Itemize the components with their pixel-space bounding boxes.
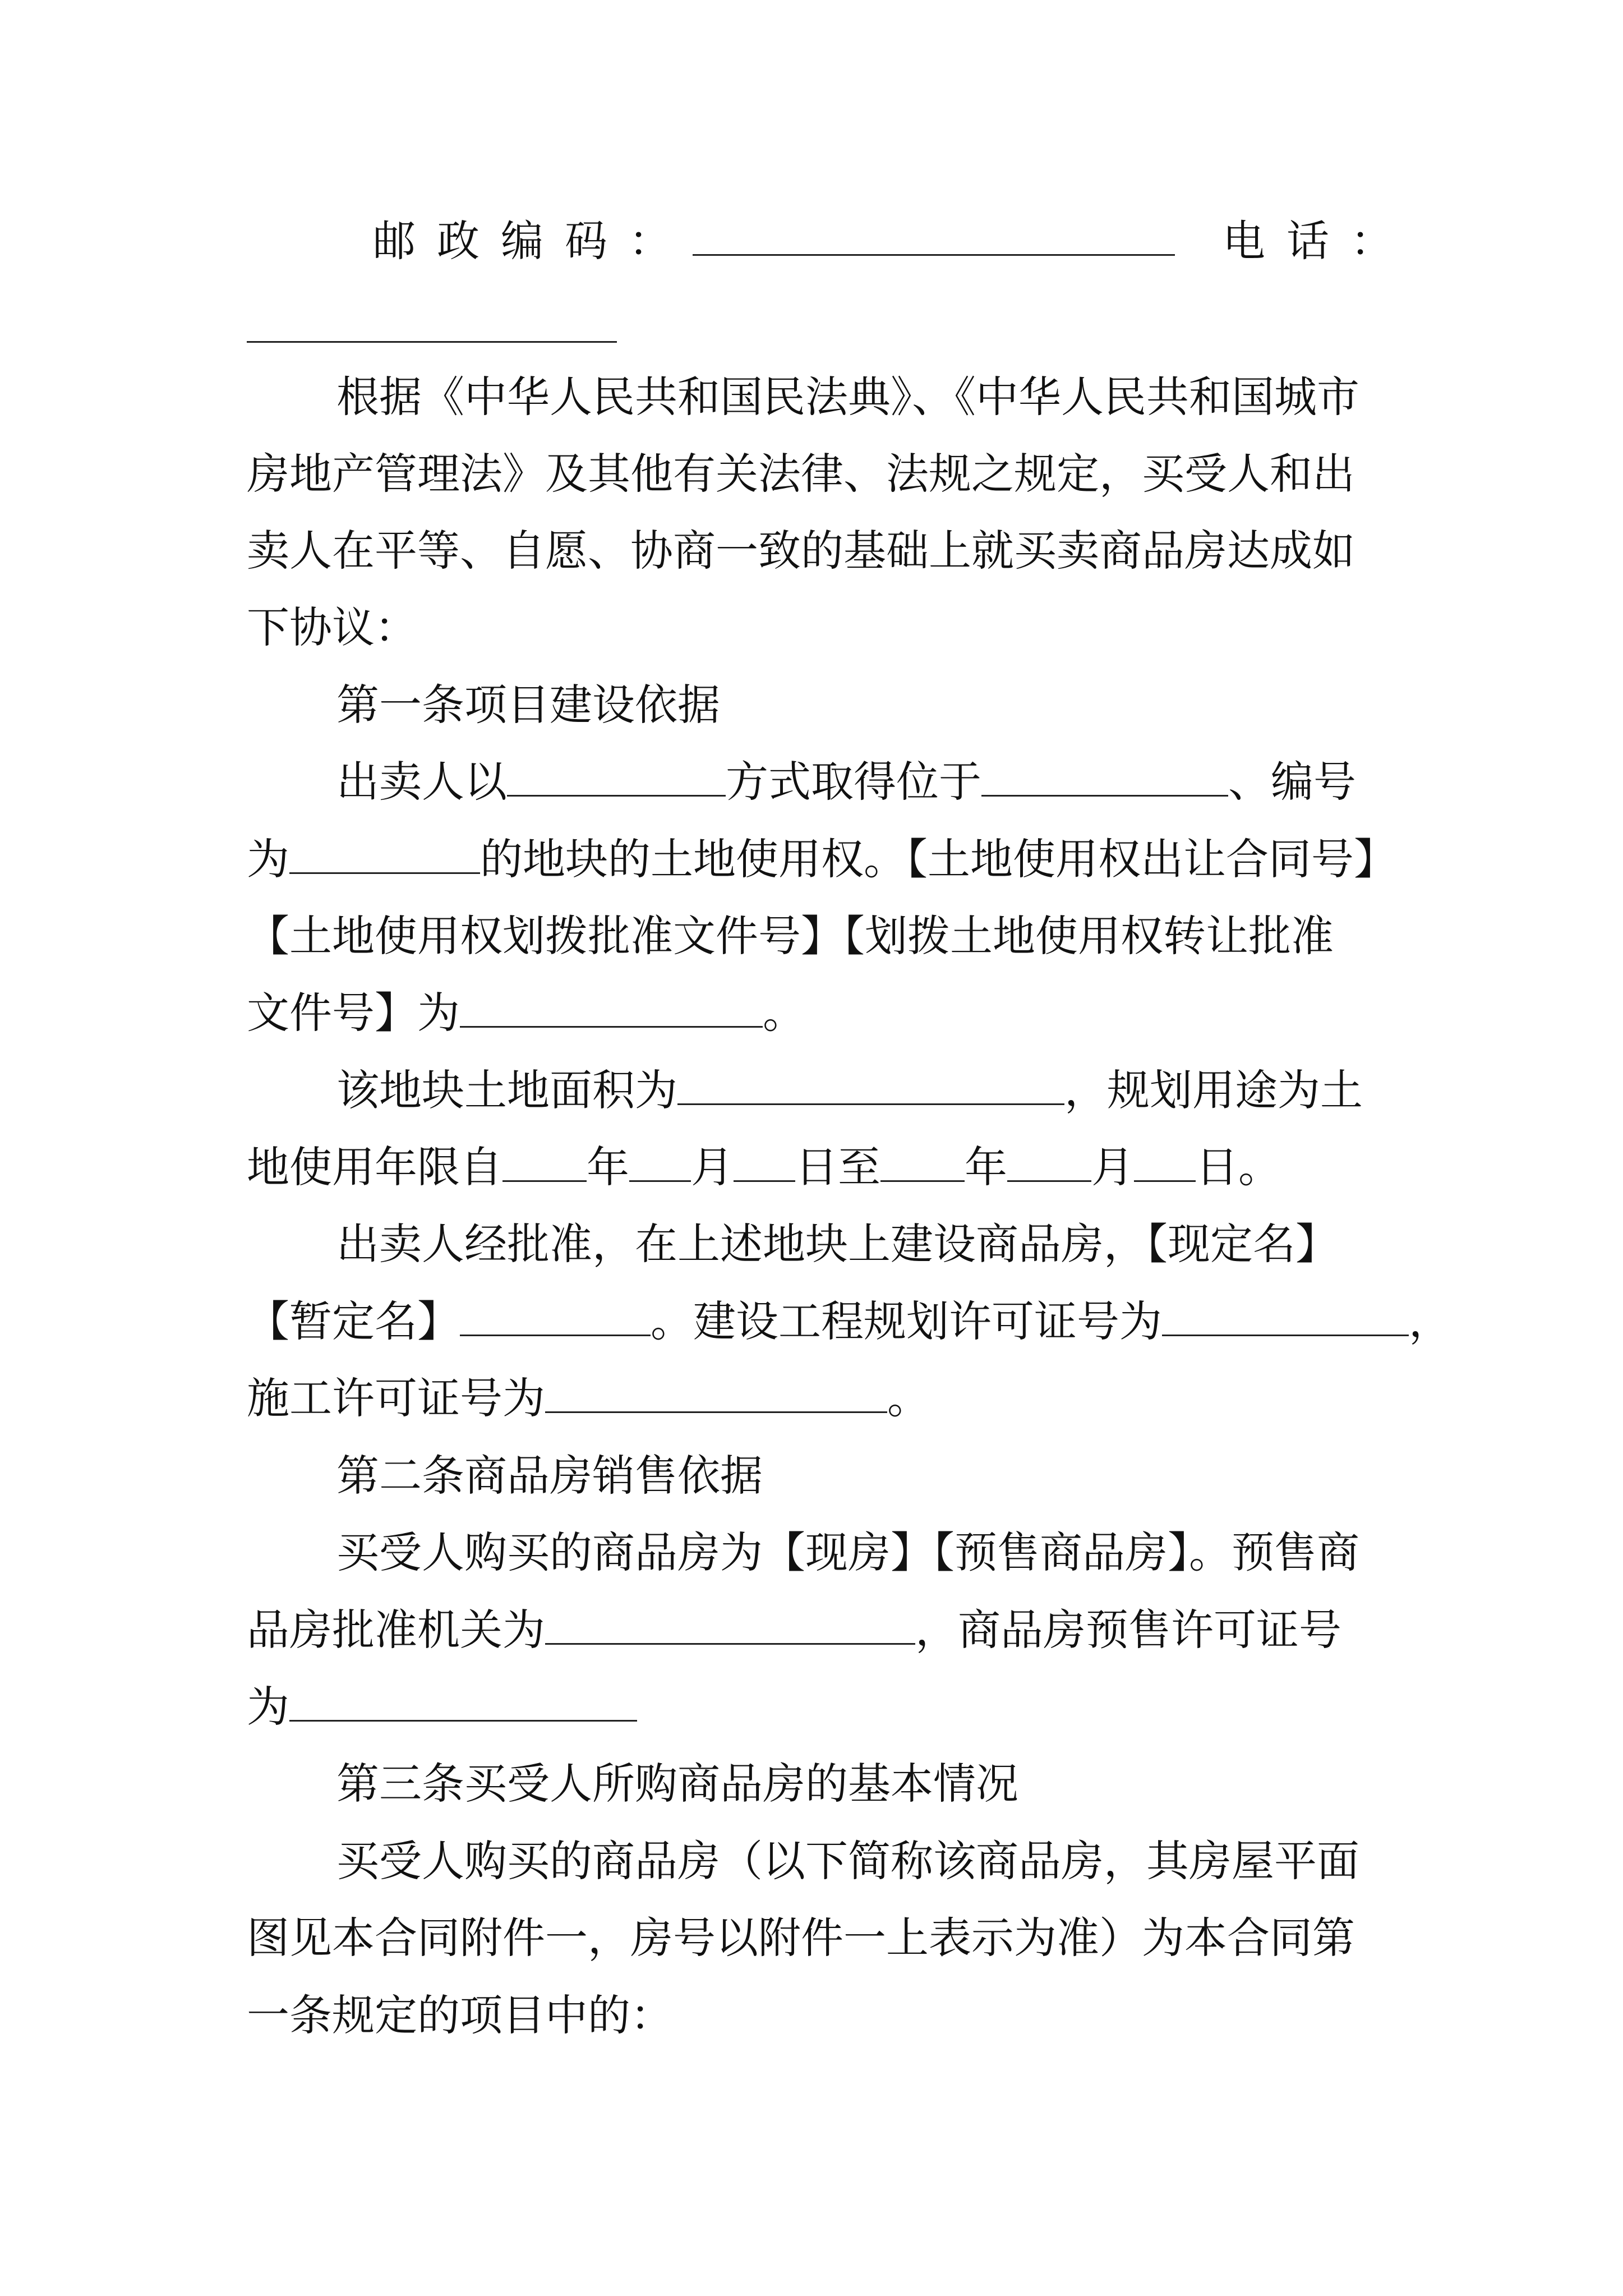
text: 施工许可证号为 (247, 1373, 545, 1423)
preamble-line-3: 卖人在平等、自愿、协商一致的基础上就买卖商品房达成如 (247, 526, 1355, 576)
approval-authority-field[interactable] (545, 1604, 915, 1645)
article-1-p1-line-1 (336, 754, 1356, 810)
acquire-method-field[interactable] (507, 756, 726, 797)
text: 方式取得位于 (726, 757, 981, 807)
end-year-field[interactable] (880, 1141, 965, 1182)
postal-code-line (373, 213, 1175, 269)
phone-line (247, 300, 617, 356)
article-3-line-2: 图见本合同附件一，房号以附件一上表示为准）为本合同第 (247, 1913, 1355, 1963)
preamble-line-2: 房地产管理法》及其他有关法律、法规之规定，买受人和出 (247, 449, 1355, 499)
article-2-line-1: 买受人购买的商品房为【现房】【预售商品房】。预售商 (336, 1527, 1359, 1577)
text: 为 (247, 1682, 289, 1732)
text: 月 (1091, 1142, 1134, 1192)
article-3-line-3: 一条规定的项目中的： (247, 1990, 673, 2040)
start-year-field[interactable] (502, 1141, 587, 1182)
text: 、编号 (1228, 757, 1356, 807)
article-1-p3-line-3 (247, 1370, 930, 1427)
text: 月 (691, 1142, 734, 1192)
text: 日 (795, 1142, 838, 1192)
contract-number-field[interactable] (460, 987, 763, 1028)
text: 年 (965, 1142, 1007, 1192)
planning-permit-field[interactable] (1162, 1295, 1409, 1336)
article-1-p2-line-1 (336, 1062, 1363, 1119)
start-month-field[interactable] (629, 1141, 691, 1182)
text: 。 (763, 988, 805, 1038)
article-2-line-3 (247, 1679, 637, 1735)
article-1-p1-line-2 (247, 831, 1396, 887)
article-2-line-2 (247, 1602, 1341, 1658)
text: 至 (838, 1142, 880, 1192)
text: 文件号】为 (247, 988, 460, 1038)
article-1-p1-line-3: 【土地使用权划拨批准文件号】【划拨土地使用权转让批准 (247, 911, 1334, 961)
text: 为 (247, 834, 289, 884)
text: 日。 (1196, 1142, 1281, 1192)
article-1-p1-line-4 (247, 985, 805, 1041)
text: ，规划用途为土 (1064, 1065, 1363, 1115)
presale-permit-field[interactable] (289, 1681, 637, 1722)
phone-label: 电话： (1223, 216, 1414, 266)
start-day-field[interactable] (734, 1141, 795, 1182)
text: 。建设工程规划许可证号为 (651, 1296, 1162, 1346)
construction-permit-field[interactable] (545, 1372, 887, 1413)
text: 出卖人以 (336, 757, 507, 807)
article-3-title: 第三条买受人所购商品房的基本情况 (336, 1759, 1018, 1809)
article-2-title: 第二条商品房销售依据 (336, 1451, 763, 1501)
phone-field[interactable] (247, 302, 617, 343)
article-1-p2-line-2 (247, 1139, 1281, 1195)
preamble-line-4: 下协议： (247, 602, 417, 652)
parcel-number-field[interactable] (289, 833, 480, 874)
text: ， (1409, 1296, 1451, 1346)
postal-code-field[interactable] (693, 215, 1175, 256)
end-day-field[interactable] (1134, 1141, 1196, 1182)
text: 。 (887, 1373, 930, 1423)
article-1-p3-line-2 (247, 1294, 1451, 1350)
preamble-line-1: 根据《中华人民共和国民法典》、《中华人民共和国城市 (336, 372, 1359, 422)
end-month-field[interactable] (1007, 1141, 1091, 1182)
article-3-line-1: 买受人购买的商品房（以下简称该商品房，其房屋平面 (336, 1836, 1359, 1886)
text: 【暂定名】 (247, 1296, 460, 1346)
text: 该地块土地面积为 (336, 1065, 677, 1115)
text: 品房批准机关为 (247, 1605, 545, 1655)
text: 年 (587, 1142, 629, 1192)
land-area-field[interactable] (677, 1064, 1064, 1105)
location-field[interactable] (981, 756, 1228, 797)
project-name-field[interactable] (460, 1295, 651, 1336)
text: ，商品房预售许可证号 (915, 1605, 1341, 1655)
text: 的地块的土地使用权。【土地使用权出让合同号】 (480, 834, 1396, 884)
text: 地使用年限自 (247, 1142, 502, 1192)
article-1-title: 第一条项目建设依据 (336, 680, 720, 730)
postal-code-label: 邮政编码： (373, 216, 693, 266)
article-1-p3-line-1: 出卖人经批准，在上述地块上建设商品房，【现定名】 (336, 1219, 1338, 1269)
